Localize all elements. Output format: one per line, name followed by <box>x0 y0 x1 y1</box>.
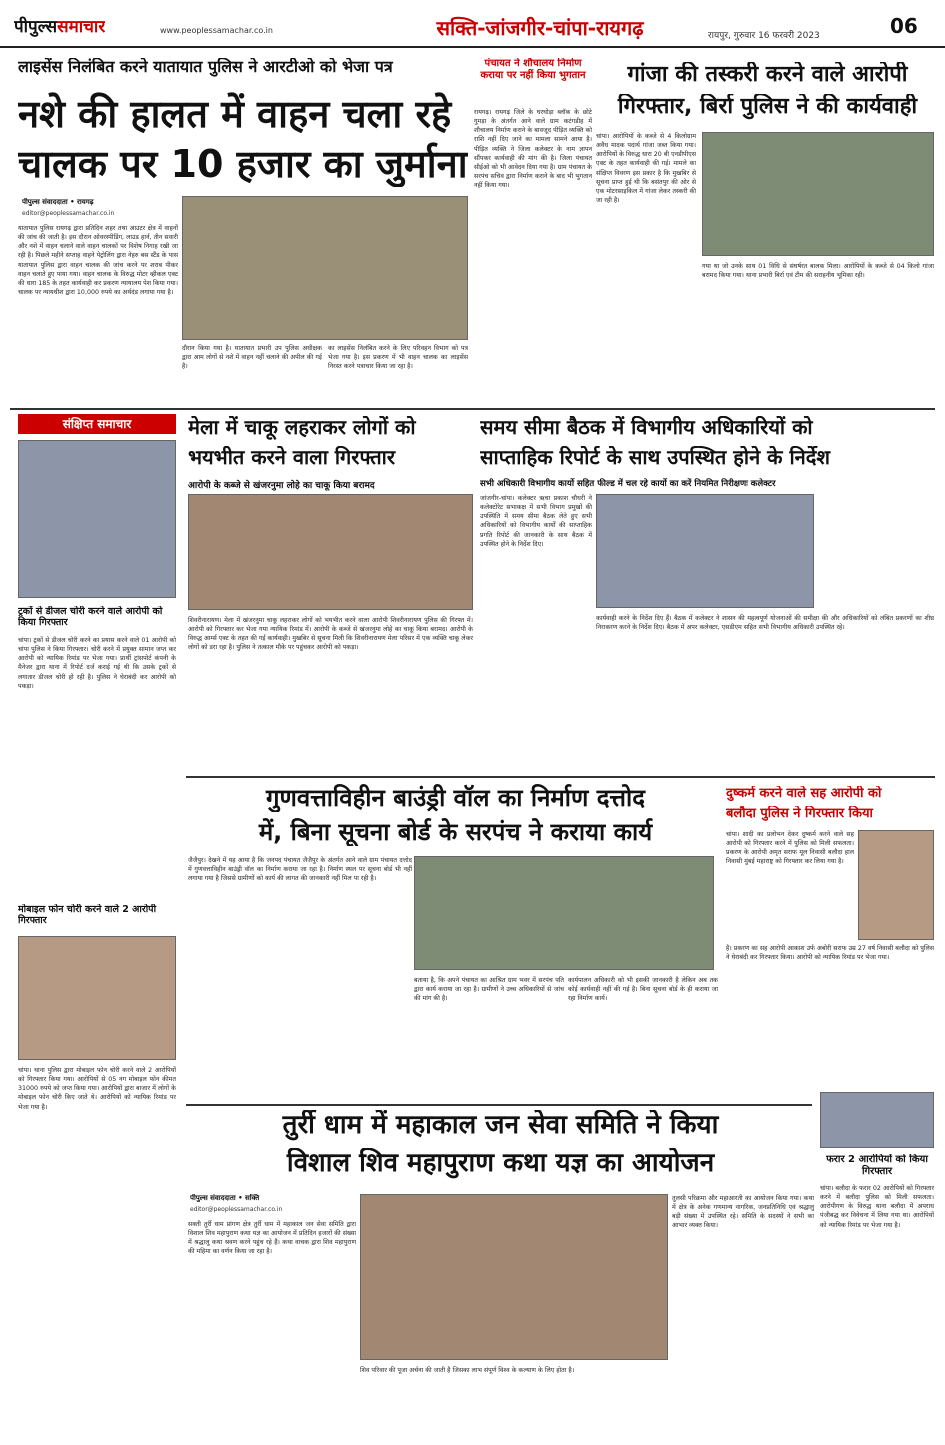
story1-body-2: का लाइसेंस निलंबित करने के लिए परिवहन विभाग को पत्र भेजा गया है। इस प्रकरण में भी वाहन चालक का लाइसेंस निरस्त करने पत्राचार किया जा रहा है। <box>328 345 468 371</box>
story4-headline-1: मेला में चाकू लहराकर लोगों को <box>188 416 416 439</box>
story6-body: जैजैपुर। देखने में यह आया है कि जनपद पंचायत जैजैपुर के अंतर्गत आने वाले ग्राम पंचायत दत्तोद में गुणवत्ताविहीन बाउंड्री वॉल का निर्माण कराया जा रहा है। निर्माण स्थल पर सूचना बोर्ड भी नहीं लगाया गया है जिससे ग्रामीणों को कार्य की लागत की जानकारी नहीं मिल पा रही है। <box>188 857 412 883</box>
mobile-theft-photo <box>18 936 176 1060</box>
story8-email: editor@peoplessamachar.co.in <box>190 1206 283 1213</box>
story5-body: जांजगीर-चांपा। कलेक्टर ऋचा प्रकाश चौधरी ने कलेक्टोरेट सभाकक्ष में सभी विभाग प्रमुखों की उपस्थिति में समय सीमा बैठक लेते हुए सभी अधिकारियों को विभागीय कार्यों की साप्ताहिक प्रगति रिपोर्ट की जानकारी के साथ बैठक में उपस्थित होने के निर्देश दिए। <box>480 495 592 548</box>
meeting-photo <box>596 494 814 608</box>
story1-headline-2: चालक पर 10 हजार का जुर्माना <box>18 142 468 186</box>
story3-body: चांपा। आरोपियों के कब्जे से 4 किलोग्राम अवैध मादक पदार्थ गांजा जब्त किया गया। आरोपियों के विरुद्ध धारा 20 बी एनडीपीएस एक्ट के तहत कार्यवाही की गई। मामले का संक्षिप्त विवरण इस प्रकार है कि मुखबिर से सूचना प्राप्त हुई थी कि बसंतपुर की ओर से एक मोटरसाइकिल में गांजा लेकर तस्करी की जा रही है। <box>596 133 696 204</box>
story5-headline-2: साप्ताहिक रिपोर्ट के साथ उपस्थित होने के निर्देश <box>480 446 830 469</box>
katha-photo <box>360 1194 668 1360</box>
story7-headline-3: फरार 2 आरोपियों को किया गिरफ्तार <box>826 1154 928 1177</box>
brief-headline-2: मोबाइल फोन चोरी करने वाले 2 आरोपी गिरफ्तार <box>18 904 157 927</box>
story7-body: चांपा। शादी का प्रलोभन देकर दुष्कर्म करने वाले सह आरोपी को गिरफ्तार करने में पुलिस को मिली सफलता। प्रकरण के आरोपी अमृत सराफ मूल निवासी बलौदा हाल निवासी मुंबई महाराष्ट्र को गिरफ्तार कर लिया गया है। <box>726 831 854 866</box>
story8-headline-2: विशाल शिव महापुराण कथा यज्ञ का आयोजन <box>286 1148 715 1178</box>
story1-email: editor@peoplessamachar.co.in <box>22 210 115 217</box>
story2-headline: पंचायत ने शौचालय निर्माण कराया पर नहीं किया भुगतान <box>480 58 586 81</box>
masthead <box>0 0 945 48</box>
story8-headline-1: तुर्री धाम में महाकाल जन सेवा समिति ने किया <box>282 1110 719 1140</box>
story5-body-2: कार्यवाही करने के निर्देश दिए हैं। बैठक में कलेक्टर ने शासन की महत्वपूर्ण योजनाओं की समीक्षा की और अधिकारियों को लंबित प्रकरणों का शीघ्र निराकरण करने के निर्देश दिए। बैठक में अपर कलेक्टर, एसडीएम सहित सभी विभागीय अधिकारी उपस्थित रहे। <box>596 615 934 632</box>
story3-headline-1: गांजा की तस्करी करने वाले आरोपी <box>627 62 908 87</box>
ganja-accused-photo <box>702 132 934 256</box>
story4-subhead: आरोपी के कब्जे से खंजरनुमा लोहे का चाकू किया बरामद <box>188 481 375 491</box>
brief-headline-1: ट्रकों से डीजल चोरी करने वाले आरोपी को किया गिरफ्तार <box>18 606 163 629</box>
story8-body: सक्ती तुर्री धाम प्रांगण क्षेत्र तुर्री धाम में महाकाल जन सेवा समिति द्वारा विशाल शिव महापुराण कथा यज्ञ का आयोजन में प्रतिदिन हजारों की संख्या में श्रद्धालु कथा श्रवण करने पहुंच रहे हैं। कथा वाचक द्वारा शिव महापुराण की महिमा का वर्णन किया जा रहा है। <box>188 1221 356 1256</box>
knife-accused-photo <box>188 494 473 610</box>
section-title: सक्ति-जांजगीर-चांपा-रायगढ़ <box>436 16 644 40</box>
story7-body-2: है। प्रकरण का सह आरोपी आकाश उर्फ अबोरी सराफ उम्र 27 वर्ष निवासी बलौदा को पुलिस ने घेराबंदी कर गिरफ्तार किया। आरोपी को न्यायिक रिमांड पर भेजा गया। <box>726 945 934 962</box>
story3-body-2: गया था जो उनके साथ 01 विधि से संघर्षरत बालक मिला। आरोपियों के कब्जे से 04 किलो गांजा बरामद किया गया। थाना प्रभारी बिर्रा एवं टीम की सराहनीय भूमिका रही। <box>702 263 934 280</box>
story8-caption: शिव परिवार की पूजा अर्चना की जाती है जिसका लाभ संपूर्ण विश्व के कल्याण के लिए होता है। <box>360 1367 575 1374</box>
story6-caption: बताया है, कि अपने पंचायत का आश्रित ग्राम भवर में सरपंच पति द्वारा कार्य कराया जा रहा है। ग्रामीणों ने उच्च अधिकारियों से जांच की मांग की है। <box>414 977 564 1003</box>
newspaper-logo: पीपुल्ससमाचार <box>14 17 106 37</box>
site-url: www.peoplessamachar.co.in <box>160 26 273 35</box>
story3-headline-2: गिरफ्तार, बिर्रा पुलिस ने की कार्यवाही <box>617 94 918 119</box>
story5-subhead: सभी अधिकारी विभागीय कार्यो सहित फील्ड में चल रहे कार्यो का करें नियमित निरीक्षणः कलेक्टर <box>480 479 776 489</box>
story7-body-3: चांपा। बलौदा के फरार 02 आरोपियों को गिरफ्तार करने में बलौदा पुलिस को मिली सफलता। आरोपीगण के विरुद्ध थाना बलौदा में अपराध पंजीबद्ध कर विवेचना में लिया गया था। आरोपियों को न्यायिक रिमांड पर भेजा गया है। <box>820 1185 934 1229</box>
story4-headline-2: भयभीत करने वाला गिरफ्तार <box>188 446 396 469</box>
divider <box>10 408 935 410</box>
story7-headline-1: दुष्कर्म करने वाले सह आरोपी को <box>726 786 882 801</box>
divider <box>186 1104 812 1106</box>
boundary-wall-photo <box>414 856 714 970</box>
story5-headline-1: समय सीमा बैठक में विभागीय अधिकारियों को <box>480 416 813 439</box>
story1-headline-1: नशे की हालत में वाहन चला रहे <box>18 92 452 136</box>
diesel-theft-photo <box>18 440 176 598</box>
story7-headline-2: बलौदा पुलिस ने गिरफ्तार किया <box>726 806 873 821</box>
story2-body: रायगढ़। रायगढ़ जिले के घरघोड़ा ब्लॉक के छोटे गुमड़ा के अंतर्गत आने वाले ग्राम कटंगडीह में शौचालय निर्माण कराने के बावजूद पीड़ित व्यक्ति को राशि नहीं दिए जाने का मामला सामने आया है। पीड़ित व्यक्ति ने जिला कलेक्टर के नाम ज्ञापन सौंपकर कार्यवाही की मांग की है। जिला पंचायत सीईओ को भी आवेदन दिया गया है। ग्राम पंचायत के सरपंच सचिव द्वारा निर्माण कराने के बाद भी भुगतान नहीं किया गया। <box>474 109 592 189</box>
story1-caption: दौरान किया गया है। यातायात प्रभारी उप पुलिस अधीक्षक द्वारा आम लोगों से नशे में वाहन नहीं चलाने की अपील की गई है। <box>182 345 322 371</box>
story4-body: शिवरीनारायण। मेला में खंजरनुमा चाकू लहराकर लोगों को भयभीत करने वाला आरोपी शिवरीनारायण पुलिस की गिरफ्त में। आरोपी को गिरफ्तार कर भेजा गया न्यायिक रिमांड में। आरोपी के कब्जे से खंजरनुमा लोहे का चाकू किया बरामद। आरोपी के विरुद्ध आर्म्स एक्ट के तहत की गई कार्यवाही। मुखबिर से सूचना मिली कि शिवरीनारायण मेला परिसर में एक व्यक्ति चाकू लेकर लोगों को डरा रहा है। पुलिस ने तत्काल मौके पर पहुंचकर आरोपी को पकड़ा। <box>188 617 473 652</box>
page-number: 06 <box>890 14 918 38</box>
absconding-accused-photo <box>820 1092 934 1148</box>
story6-body-2: कार्यपालन अधिकारी को भी इसकी जानकारी है लेकिन अब तक कोई कार्यवाही नहीं की गई है। बिना सूचना बोर्ड के ही कराया जा रहा निर्माण कार्य। <box>568 977 718 1003</box>
brief-body-2: चांपा। थाना पुलिस द्वारा मोबाइल फोन चोरी करने वाले 2 आरोपियों को गिरफ्तार किया गया। आरोपियों से 05 नग मोबाइल फोन कीमत 31000 रुपये को जप्त किया गया। आरोपियों द्वारा बाजार में लोगों के मोबाइल फोन चोरी किए जाते थे। आरोपियों को न्यायिक रिमांड पर भेजा गया है। <box>18 1067 176 1111</box>
divider <box>186 776 935 778</box>
issue-date: रायपुर, गुरुवार 16 फरवरी 2023 <box>708 31 820 41</box>
brief-body-1: चांपा। ट्रकों से डीजल चोरी करने का प्रयास करने वाले 01 आरोपी को चांपा पुलिस ने किया गिरफ्तार। चोरी करने में प्रयुक्त सामान जप्त कर आरोपी को न्यायिक रिमांड पर भेजा गया। प्रार्थी ट्रांसपोर्ट कंपनी के मैनेजर द्वारा थाना में रिपोर्ट दर्ज कराई गई थी कि उसके ट्रकों से लगातार डीजल चोरी हो रही है। पुलिस ने घेराबंदी कर आरोपी को पकड़ा। <box>18 637 176 690</box>
story1-kicker: लाइसेंस निलंबित करने यातायात पुलिस ने आरटीओ को भेजा पत्र <box>18 58 393 76</box>
accused-portrait-photo <box>858 830 934 940</box>
rto-office-photo <box>182 196 468 340</box>
story1-byline: पीपुल्स संवाददाता • रायगढ़ <box>22 198 94 206</box>
story6-headline-2: में, बिना सूचना बोर्ड के सरपंच ने कराया कार्य <box>258 818 653 846</box>
story8-byline: पीपुल्स संवाददाता • सक्ति <box>190 1194 260 1202</box>
story8-body-2: तुलसी परिक्रमा और महाआरती का आयोजन किया गया। कथा में क्षेत्र के अनेक गणमान्य नागरिक, जनप्रतिनिधि एवं श्रद्धालु बड़ी संख्या में उपस्थित रहे। समिति के सदस्यों ने सभी का आभार व्यक्त किया। <box>672 1195 814 1230</box>
story6-headline-1: गुणवत्ताविहीन बाउंड्री वॉल का निर्माण दत्तोद <box>266 784 645 812</box>
story1-body: यातायात पुलिस रायगढ़ द्वारा प्रतिदिन शहर तथा आउटर क्षेत्र में वाहनों की जांच की जाती है। इस दौरान ओवरस्पीडिंग, लाउड हार्न, तीन सवारी और नशे में वाहन चलाने वाले वाहन चालकों पर विशेष निगाह रखी जा रही है। पिछले महीने सप्ताह वाहने पेट्रोलिंग द्वारा नेहरु बस स्टैंड के पास यातायात पुलिस द्वारा वाहन चालक की जांच करने पर शराब पीकर वाहन चलाते हुए पाया गया। वाहन चालक के विरुद्ध मोटर व्हीकल एक्ट की धारा 185 के तहत कार्यवाही कर प्रकरण न्यायालय पेश किया गया। चालक पर न्यायधीश द्वारा 10,000 रुपये का अर्थदंड लगाया गया है। <box>18 225 178 296</box>
brief-label: संक्षिप्त समाचार <box>18 414 176 434</box>
